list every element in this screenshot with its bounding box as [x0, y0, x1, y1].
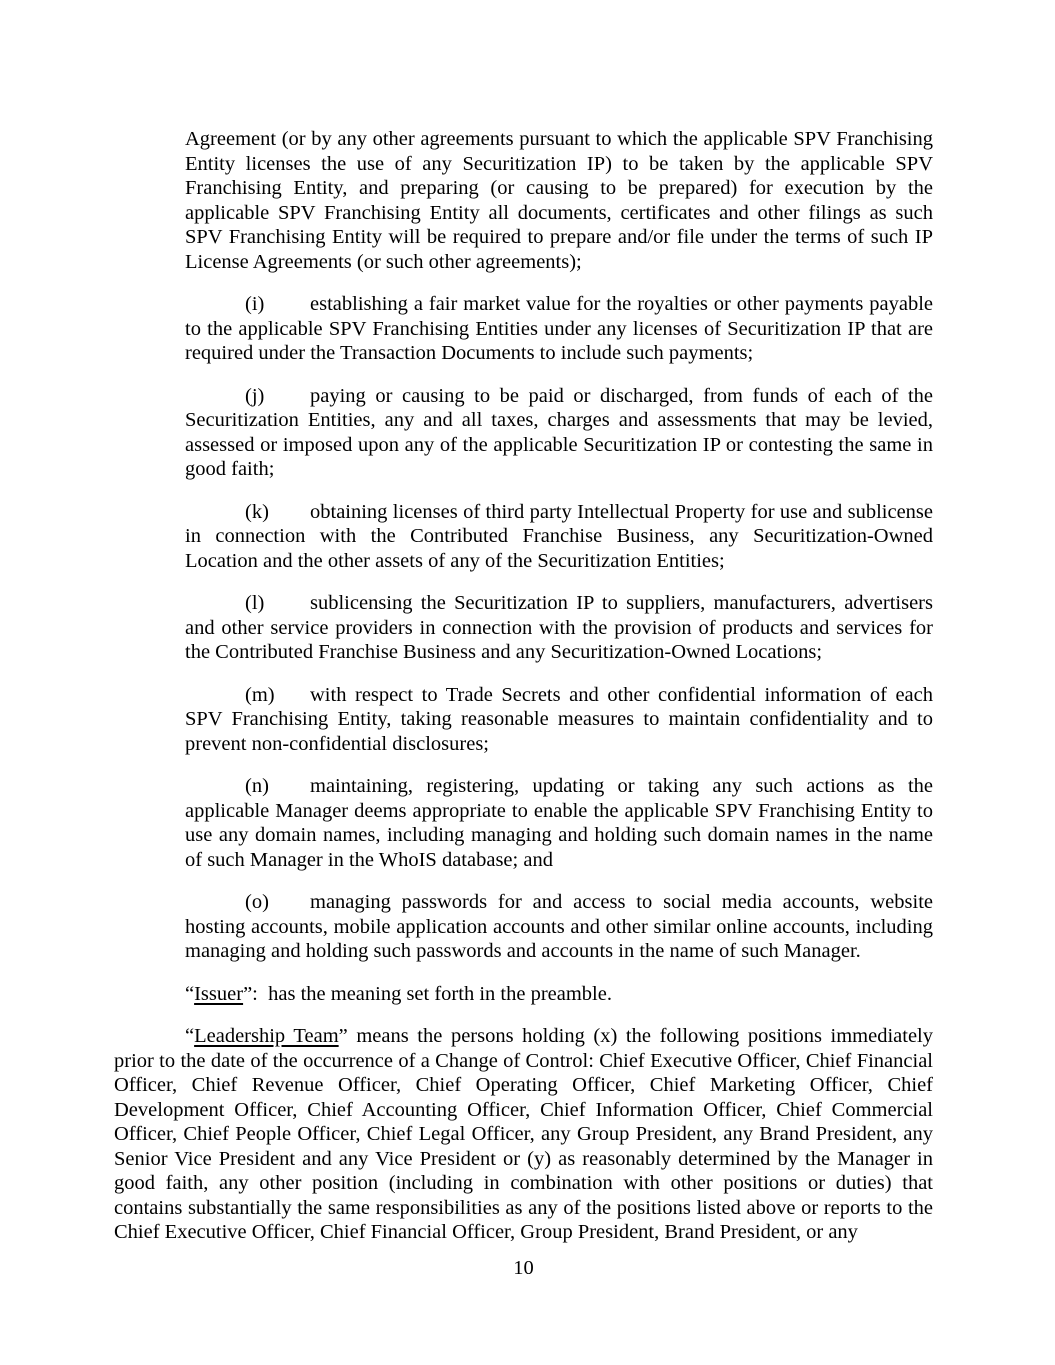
clause-k-label: (k) [245, 500, 269, 523]
clause-m-text: with respect to Trade Secrets and other confidential information of each SPV Franchising Entity, taking reasonable measures to maintain confidentiality and to prevent non-confidential disclosures; [185, 683, 933, 755]
clause-j [185, 384, 933, 482]
clause-j-label: (j) [245, 384, 265, 407]
paragraph-agreement-continuation: Agreement (or by any other agreements pursuant to which the applicable SPV Franchising Entity licenses the use of any Securitization IP) to be taken by the applicable SPV Franchising Entity, and preparing (or causing to be prepared) for execution by the applicable SPV Franchising Entity all documents, certificates and other filings as such SPV Franchising Entity will be required to prepare and/or file under the terms of such IP License Agreements (or such other agreements); [185, 128, 933, 273]
page-number: 10 [513, 1257, 534, 1279]
definition-leadership-team-text: ” means the persons holding (x) the following positions immediately prior to the date of the occurrence of a Change of Control: Chief Executive Officer, Chief Financial Officer, Chief Revenue Officer, Chief Operating Officer, Chief Marketing Officer, Chief Development Officer, Chief Accounting Officer, Chief Information Officer, Chief Commercial Officer, Chief People Officer, Chief Legal Officer, any Group President, any Brand President, any Senior Vice President and any Vice President or (y) as reasonably determined by the Manager in good faith, any other position (including in combination with other positions or duties) that contains substantially the same responsibilities as any of the positions listed above or reports to the Chief Executive Officer, Chief Financial Officer, Group President, Brand President, or any [114, 1025, 933, 1243]
clause-o-text: managing passwords for and access to social media accounts, website hosting accounts, mobile application accounts and other similar online accounts, including managing and holding such passwords and accounts in the name of such Manager. [185, 891, 933, 962]
page-body [114, 127, 933, 1245]
leadership-open-quote: “ [185, 1025, 195, 1047]
definition-issuer [114, 982, 933, 1007]
clause-l-label: (l) [245, 592, 265, 614]
clause-l [185, 591, 933, 665]
clause-k [185, 500, 933, 574]
issuer-open-quote: “ [185, 982, 195, 1005]
clause-o-label: (o) [245, 891, 269, 913]
clause-l-text: sublicensing the Securitization IP to suppliers, manufacturers, advertisers and other service providers in connection with the provision of products and services for the Contributed Franchise Business and any Securitization-Owned Locations; [185, 592, 933, 663]
clause-m [185, 683, 933, 757]
definition-issuer-text: ”: has the meaning set forth in the preamble. [243, 982, 612, 1005]
clause-n [185, 774, 933, 872]
clause-j-text: paying or causing to be paid or discharged, from funds of each of the Securitization Entities, any and all taxes, charges and assessments that may be levied, assessed or imposed upon any of the applicable Securitization IP or contesting the same in good faith; [185, 384, 933, 480]
clause-o [185, 890, 933, 964]
defined-term-issuer: Issuer [194, 982, 244, 1005]
defined-term-leadership-team: Leadership Team [194, 1025, 339, 1047]
clause-k-text: obtaining licenses of third party Intellectual Property for use and sublicense in connection with the Contributed Franchise Business, any Securitization-Owned Location and the other assets of any of the Securitization Entities; [185, 500, 933, 572]
clause-n-label: (n) [245, 775, 269, 797]
definition-leadership-team [114, 1024, 933, 1245]
clause-n-text: maintaining, registering, updating or taking any such actions as the applicable Manager deems appropriate to enable the applicable SPV Franchising Entity to use any domain names, including managing and holding such domain names in the name of such Manager in the WhoIS database; and [185, 775, 933, 871]
clause-i [185, 292, 933, 366]
clause-m-label: (m) [245, 683, 275, 706]
clause-i-label: (i) [245, 293, 265, 315]
clause-i-text: establishing a fair market value for the royalties or other payments payable to the applicable SPV Franchising Entities under any licenses of Securitization IP that are required under the Transaction Documents to include such payments; [185, 293, 933, 364]
